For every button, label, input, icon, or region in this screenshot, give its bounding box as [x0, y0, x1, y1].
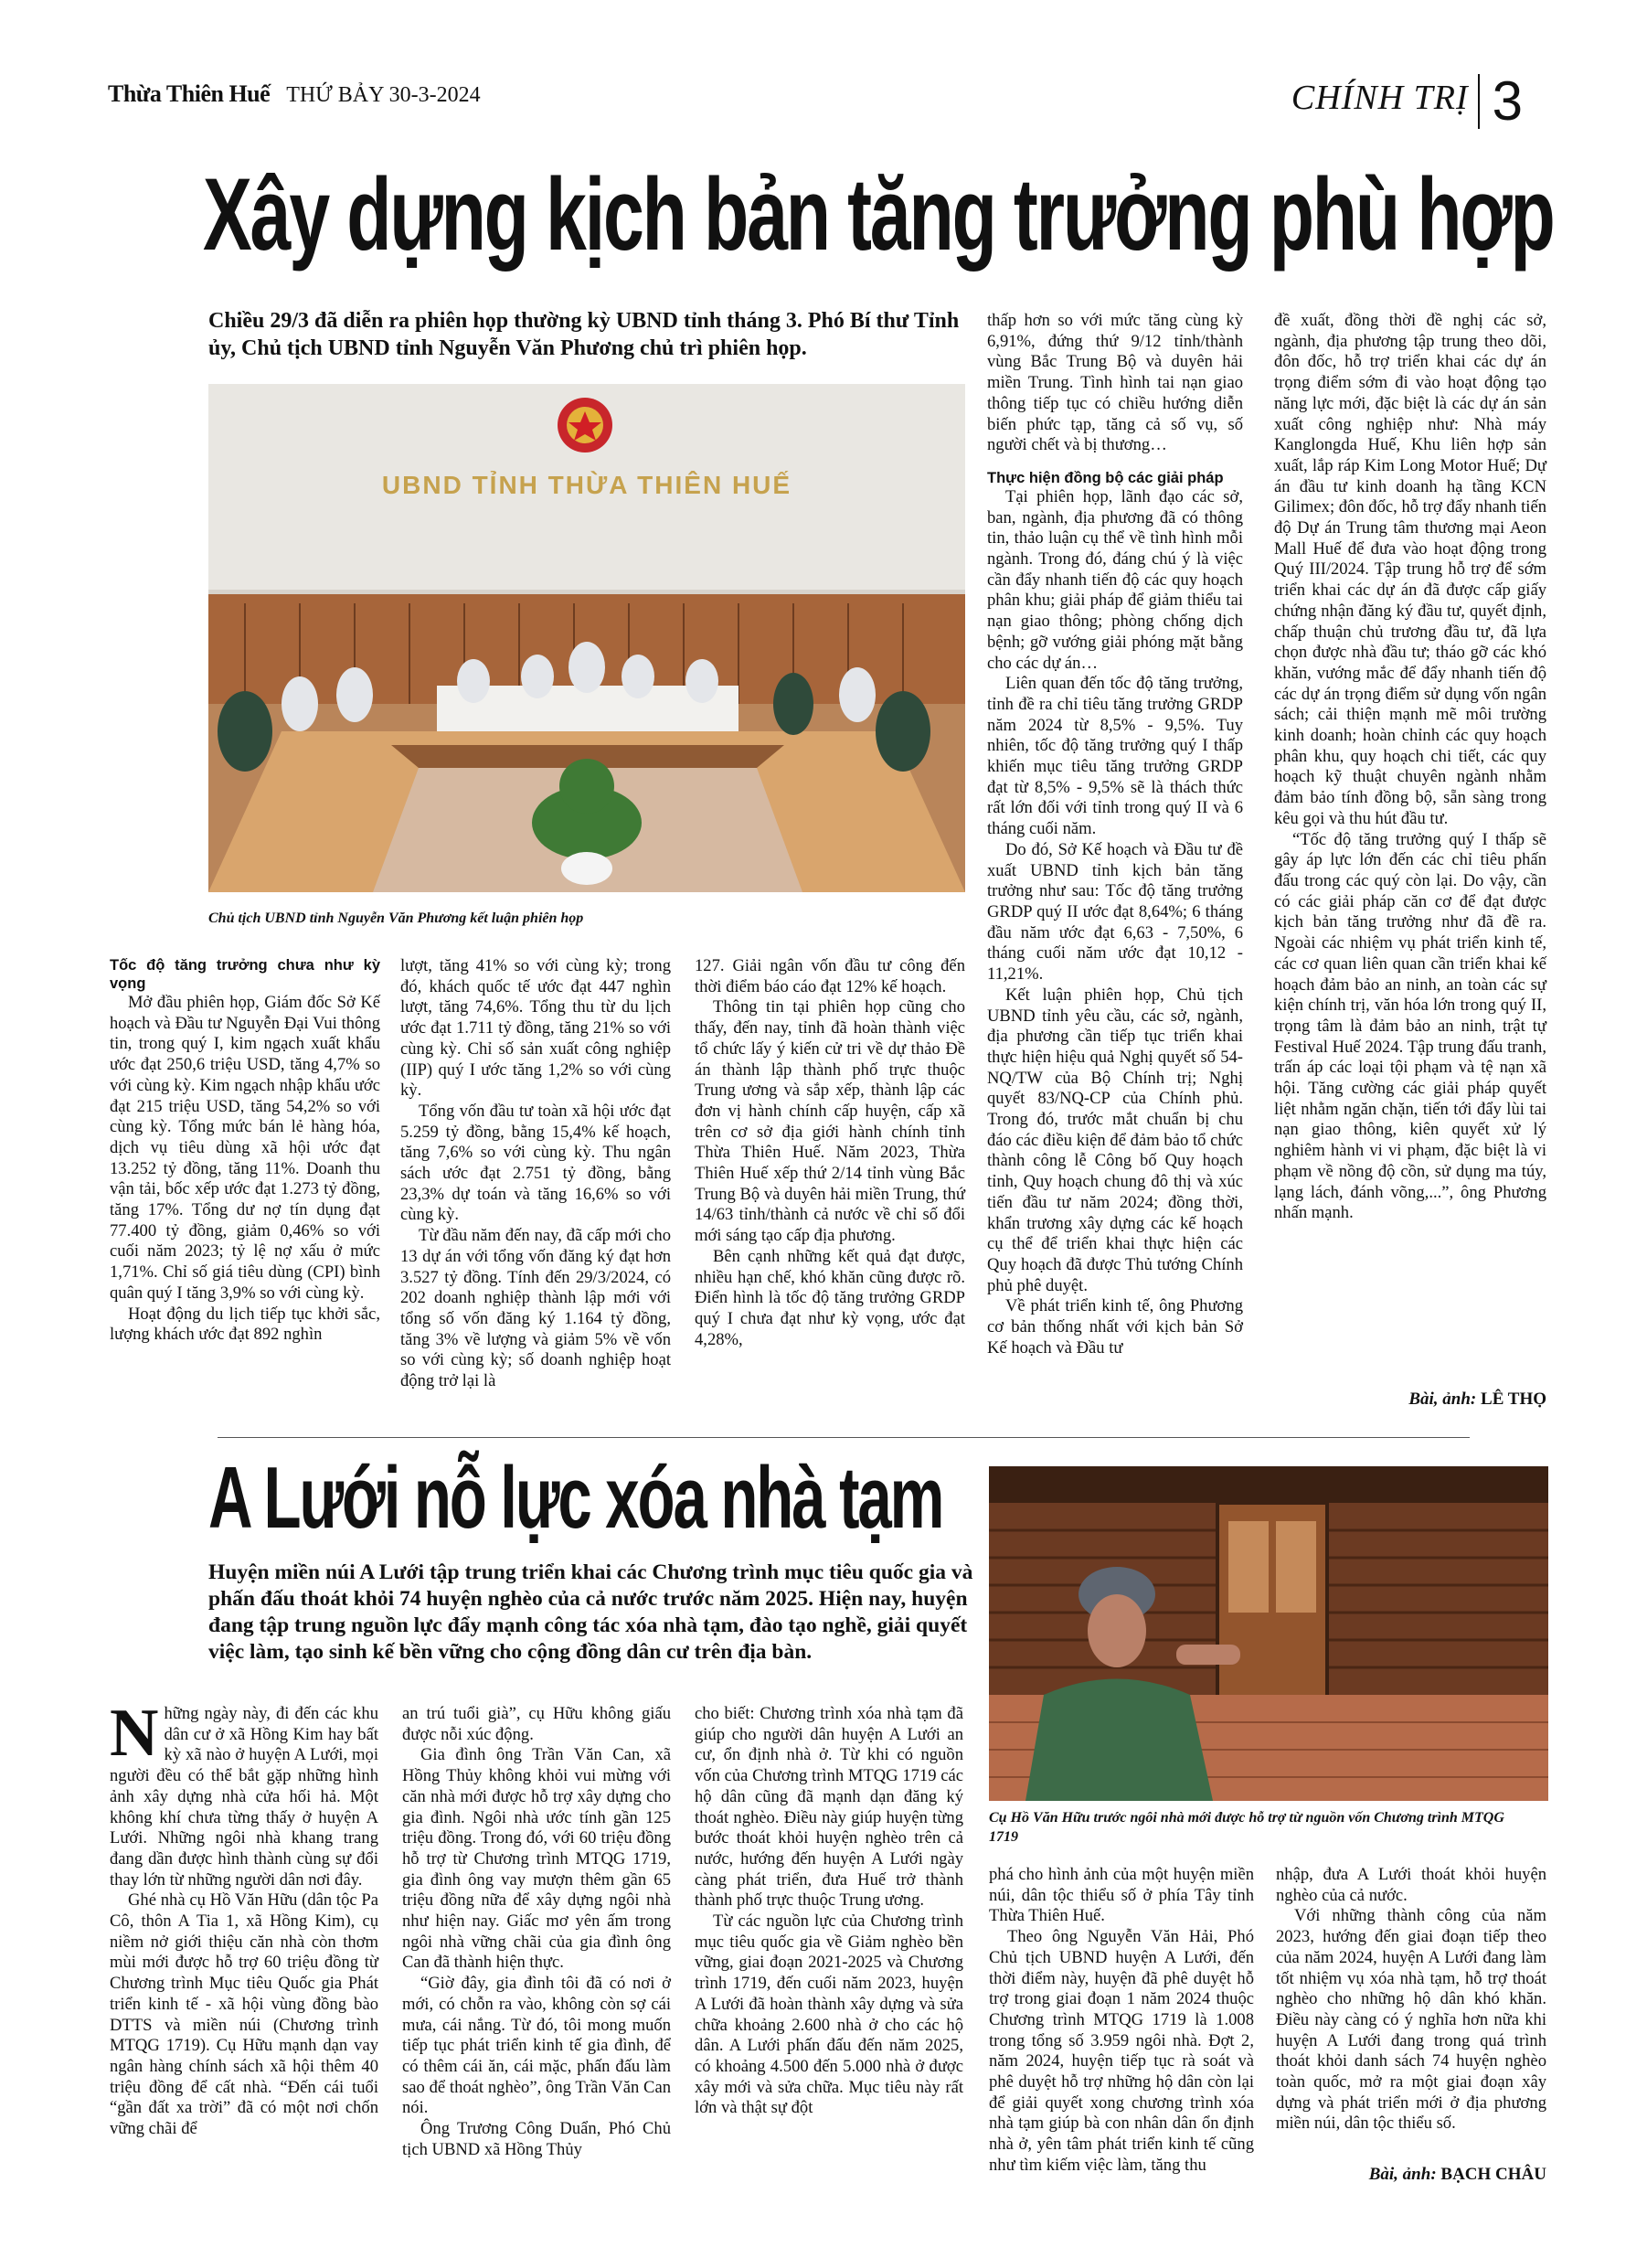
- paragraph: Theo ông Nguyễn Văn Hải, Phó Chủ tịch UBND huyện A Lưới, đến thời điểm này, huyện đã phê duyệt hỗ trợ trong giai đoạn 1 năm 2024 thuộc Chương trình MTQG 1719 là 1.008 trong tổng số 3.959 ngôi nhà. Đợt 2, năm 2024, huyện tiếp tục rà soát và phê duyệt hỗ trợ những hộ dân còn lại để giải quyết xong chương trình xóa nhà tạm giúp bà con nhân dân ổn định nhà ở, yên tâm phát triển kinh tế cũng như tìm kiếm việc làm, tăng thu: [989, 1927, 1254, 2175]
- paragraph: Thông tin tại phiên họp cũng cho thấy, đến nay, tỉnh đã hoàn thành việc tổ chức lấy ý kiến cử tri về dự thảo Đề án thành lập thành phố trực thuộc Trung ương và sắp xếp, thành lập các đơn vị hành chính cấp huyện, cấp xã trên cơ sở địa giới hành chính tỉnh Thừa Thiên Huế. Năm 2023, Thừa Thiên Huế xếp thứ 2/14 tỉnh vùng Bắc Trung Bộ và duyên hải miền Trung, thứ 14/63 tỉnh/thành cả nước về chỉ số đổi mới sáng tạo cấp địa phương.: [695, 997, 965, 1246]
- dropcap: N: [110, 1696, 159, 1771]
- article2-column-3: [695, 1704, 963, 2119]
- paragraph: Với những thành công của năm 2023, hướng đến giai đoạn tiếp theo của năm 2024, huyện A Lưới đang làm tốt nhiệm vụ xóa nhà tạm, hỗ trợ thoát nghèo cho những hộ dân khó khăn. Điều này càng có ý nghĩa hơn nữa khi huyện A Lưới đang trong quá trình thoát khỏi danh sách 74 huyện nghèo toàn quốc, mở ra một giai đoạn xây dựng và phát triển mới ở địa phương miền núi, dân tộc thiểu số.: [1276, 1906, 1546, 2134]
- byline-prefix: Bài, ảnh:: [1408, 1390, 1477, 1409]
- article2-byline: [1276, 2165, 1546, 2185]
- paragraph: Tại phiên họp, lãnh đạo các sở, ban, ngành, địa phương đã có thông tin, thảo luận cụ thể về tình hình mỗi ngành. Trong đó, đáng chú ý là việc cần đẩy nhanh tiến độ các quy hoạch phân khu; giải pháp để giảm thiểu tai nạn giao thông; phòng chống dịch bệnh; gỡ vướng giải phóng mặt bằng cho các dự án…: [987, 486, 1243, 673]
- paragraph: đề xuất, đồng thời đề nghị các sở, ngành, địa phương tập trung theo dõi, đôn đốc, hỗ trợ triển khai các dự án trọng điểm sớm đi vào hoạt động tạo năng lực mới, đặc biệt là các dự án sản xuất công nghiệp như: Nhà máy Kanglongda Huế, Khu liên hợp sản xuất, lắp ráp Kim Long Motor Huế; Dự án đầu tư kinh doanh hạ tầng KCN Gilimex; đôn đốc, hỗ trợ đẩy nhanh tiến độ Dự án Trung tâm thương mại Aeon Mall Huế để đưa vào hoạt động trong Quý III/2024. Tập trung hỗ trợ để sớm triển khai các dự án đã được cấp giấy chứng nhận đăng ký đầu tư, quyết định, chấp thuận chủ trương đầu tư, đã lựa chọn được nhà đầu tư; tháo gỡ các khó khăn, vướng mắc để đẩy nhanh tiến độ các dự án trọng điểm sử dụng vốn ngân sách; cải thiện mạnh mẽ môi trường kinh doanh; hoàn chỉnh các quy hoạch phân khu, quy hoạch chi tiết, các quy hoạch kỹ thuật chuyên ngành nhằm đảm bảo tính đồng bộ, sẵn sàng trong kêu gọi và thu hút đầu tư.: [1274, 311, 1546, 828]
- paragraph: Ông Trương Công Duẩn, Phó Chủ tịch UBND xã Hồng Thủy: [402, 2119, 671, 2159]
- article2-headline: A Lưới nỗ lực xóa nhà tạm: [208, 1449, 943, 1547]
- article2-column-1: [110, 1696, 378, 2140]
- paragraph: lượt, tăng 41% so với cùng kỳ; trong đó, khách quốc tế ước đạt 447 nghìn lượt, tăng 74,6%. Tổng thu từ du lịch ước đạt 1.711 tỷ đồng, tăng 21% so với cùng kỳ. Chỉ số sản xuất công nghiệp (IIP) quý I ước tăng 1,2% so với cùng kỳ.: [400, 956, 671, 1101]
- paragraph: 127. Giải ngân vốn đầu tư công đến thời điểm báo cáo đạt 12% kế hoạch.: [695, 956, 965, 996]
- article2-column-2: [402, 1704, 671, 2160]
- photo-wall-text: UBND TỈNH THỪA THIÊN HUẾ: [381, 471, 792, 499]
- paragraph: cho biết: Chương trình xóa nhà tạm đã giúp cho người dân huyện A Lưới an cư, ổn định nhà ở. Từ khi có nguồn vốn của Chương trình MTQG 1719 các hộ dân cũng đã mạnh dạn đăng ký thoát nghèo. Điều này giúp huyện từng bước thoát khỏi huyện nghèo trên cả nước, hướng đến huyện A Lưới ngày càng phát triển, đưa Huế trở thành thành phố trực thuộc Trung ương.: [695, 1704, 963, 1911]
- paragraph: Từ các nguồn lực của Chương trình mục tiêu quốc gia về Giảm nghèo bền vững, giai đoạn 2021-2025 và Chương trình 1719, đến cuối năm 2023, huyện A Lưới đã hoàn thành xây dựng và sửa chữa khoảng 2.600 nhà ở cho các hộ dân. A Lưới phấn đấu đến năm 2025, có khoảng 4.500 đến 5.000 nhà ở được xây mới và sửa chữa. Mục tiêu này rất lớn và thật sự đột: [695, 1911, 963, 2118]
- article1-headline: Xây dựng kịch bản tăng trưởng phù hợp: [203, 157, 1554, 272]
- paragraph: an trú tuổi già”, cụ Hữu không giấu được nỗi xúc động.: [402, 1704, 671, 1744]
- paragraph: Ghé nhà cụ Hồ Văn Hữu (dân tộc Pa Cô, thôn A Tia 1, xã Hồng Kim), cụ niềm nở giới thiệu căn nhà còn thơm mùi mới được hỗ trợ 60 triệu đồng từ Chương trình Mục tiêu Quốc gia Phát triển kinh tế - xã hội vùng đồng bào DTTS và miền núi (Chương trình MTQG 1719). Cụ Hữu mạnh dạn vay ngân hàng chính sách xã hội thêm 40 triệu đồng để cất nhà. “Đến cái tuổi “gần đất xa trời” đã có một nơi chốn vững chãi để: [110, 1890, 378, 2139]
- article2-column-4: [989, 1865, 1254, 2177]
- article1-photo: [208, 384, 965, 892]
- article2-lead: Huyện miền núi A Lưới tập trung triển khai các Chương trình mục tiêu quốc gia và phấn đấu thoát khỏi 74 huyện nghèo của cả nước trước năm 2025. Hiện nay, huyện đang tập trung nguồn lực đẩy mạnh công tác xóa nhà tạm, đào tạo nghề, giải quyết việc làm, tạo sinh kế bền vững cho cộng đồng dân cư trên địa bàn.: [208, 1560, 973, 1664]
- article1-lead: Chiều 29/3 đã diễn ra phiên họp thường kỳ UBND tỉnh tháng 3. Phó Bí thư Tỉnh ủy, Chủ tịch UBND tỉnh Nguyễn Văn Phương chủ trì phiên họp.: [208, 309, 960, 360]
- article1-byline: [1274, 1390, 1546, 1410]
- paragraph: Về phát triển kinh tế, ông Phương cơ bản thống nhất với kịch bản Sở Kế hoạch và Đầu tư: [987, 1296, 1243, 1358]
- paragraph: Gia đình ông Trần Văn Can, xã Hồng Thủy không khỏi vui mừng với căn nhà mới được hỗ trợ xây dựng cho gia đình. Ngôi nhà ước tính gần 125 triệu đồng. Trong đó, với 60 triệu đồng hỗ trợ từ Chương trình MTQG 1719, gia đình ông vay mượn thêm gần 65 triệu đồng nữa để xây dựng ngôi nhà như hiện nay. Giấc mơ yên ấm trong ngôi nhà vững chãi của gia đình ông Can đã thành hiện thực.: [402, 1745, 671, 1973]
- byline-prefix: Bài, ảnh:: [1368, 2165, 1437, 2184]
- article1-column-3: [695, 956, 965, 1350]
- byline-author: LÊ THỌ: [1481, 1390, 1546, 1409]
- article1-column-5: [1274, 311, 1546, 1224]
- paragraph: Mở đầu phiên họp, Giám đốc Sở Kế hoạch và Đầu tư Nguyễn Đại Vui thông tin, trong quý I, kim ngạch xuất khẩu ước đạt 250,6 triệu USD, tăng 4,7% so với cùng kỳ. Kim ngạch nhập khẩu ước đạt 215 triệu USD, tăng 54,2% so với cùng kỳ. Tổng mức bán lẻ hàng hóa, dịch vụ tiêu dùng xã hội ước đạt 13.252 tỷ đồng, tăng 11%. Doanh thu vận tải, bốc xếp ước đạt 1.273 tỷ đồng, tăng 17%. Tổng dư nợ tín dụng đạt 77.400 tỷ đồng, giảm 0,46% so với cuối năm 2023; tỷ lệ nợ xấu ở mức 1,71%. Chỉ số giá tiêu dùng (CPI) bình quân quý I tăng 3,9% so với cùng kỳ.: [110, 993, 380, 1303]
- paragraph: Hoạt động du lịch tiếp tục khởi sắc, lượng khách ước đạt 892 nghìn: [110, 1304, 380, 1345]
- article1-column-2: [400, 956, 671, 1392]
- paragraph: phá cho hình ảnh của một huyện miền núi, dân tộc thiểu số ở phía Tây tỉnh Thừa Thiên Huế.: [989, 1865, 1254, 1926]
- page-number: 3: [1492, 70, 1524, 132]
- article1-subhead-1: Tốc độ tăng trưởng chưa như kỳ vọng: [110, 957, 380, 992]
- paragraph: Liên quan đến tốc độ tăng trưởng, tỉnh đề ra chỉ tiêu tăng trưởng GRDP năm 2024 từ 8,5% - 9,5%. Tuy nhiên, tốc độ tăng trưởng quý I thấp khiến mục tiêu tăng trưởng GRDP đạt từ 8,5% - 9,5% sẽ là thách thức rất lớn đối với tỉnh trong quý II và 6 tháng cuối năm.: [987, 674, 1243, 839]
- paragraph: Từ đầu năm đến nay, đã cấp mới cho 13 dự án với tổng vốn đăng ký đạt hơn 3.527 tỷ đồng. Tính đến 29/3/2024, có 202 doanh nghiệp thành lập mới với tổng số vốn đăng ký 1.164 tỷ đồng, tăng 3% về lượng và giảm 5% về vốn so với cùng kỳ; số doanh nghiệp hoạt động trở lại là: [400, 1226, 671, 1391]
- section-name: CHÍNH TRỊ: [1291, 79, 1469, 118]
- masthead: [108, 80, 481, 108]
- new-house-image: [989, 1466, 1548, 1801]
- paragraph: thấp hơn so với mức tăng cùng kỳ 6,91%, đứng thứ 9/12 tỉnh/thành vùng Bắc Trung Bộ và duyên hải miền Trung. Tình hình tai nạn giao thông tiếp tục có chiều hướng diễn biến phức tạp, tăng cả số vụ, số người chết và bị thương…: [987, 311, 1243, 455]
- paragraph: Kết luận phiên họp, Chủ tịch UBND tỉnh yêu cầu, các sở, ngành, địa phương cần tiếp tục triển khai thực hiện hiệu quả Nghị quyết số 54-NQ/TW của Bộ Chính trị; Nghị quyết 83/NQ-CP của Chính phủ. Trong đó, trước mắt chuẩn bị chu đáo các điều kiện để đảm bảo tổ chức thành công lễ Công bố Quy hoạch tỉnh, Quy hoạch chung đô thị và xúc tiến đầu tư năm 2024; đồng thời, khẩn trương xây dựng các kế hoạch cụ thể để triển khai thực hiện các Quy hoạch đã được Thủ tướng Chính phủ phê duyệt.: [987, 985, 1243, 1295]
- issue-date: THỨ BẢY 30-3-2024: [286, 83, 481, 107]
- article2-caption: Cụ Hồ Văn Hữu trước ngôi nhà mới được hỗ trợ từ nguồn vốn Chương trình MTQG 1719: [989, 1810, 1504, 1845]
- paragraph: Do đó, Sở Kế hoạch và Đầu tư đề xuất UBND tỉnh kịch bản tăng trưởng như sau: Tốc độ tăng trưởng GRDP quý II ước đạt 8,64%; 6 tháng đầu năm ước đạt 6,63 - 7,50%, 6 tháng cuối năm ước đạt 10,12 - 11,21%.: [987, 839, 1243, 985]
- article1-column-4: [987, 311, 1243, 1358]
- article2-column-5: [1276, 1865, 1546, 2135]
- paragraph: “Tốc độ tăng trưởng quý I thấp sẽ gây áp lực lớn đến các chỉ tiêu phấn đấu trong các quý còn lại. Do vậy, cần có các giải pháp căn cơ để đạt được kịch bản tăng trưởng như đã đề ra. Ngoài các nhiệm vụ phát triển kinh tế, các cơ quan liên quan cần triển khai kế hoạch đảm bảo an ninh, an toàn các sự kiện chính trị, văn hóa lớn trong quý II, trọng tâm là đảm bảo an ninh, trật tự Festival Huế 2024. Tập trung đấu tranh, trấn áp các loại tội phạm và tệ nạn xã hội. Tăng cường các giải pháp quyết liệt nhằm ngăn chặn, tiến tới đẩy lùi tai nạn giao thông, kiên quyết xử lý nghiêm hành vi vi phạm, đặc biệt là vi phạm về nồng độ cồn, sử dụng ma túy, lạng lách, đánh võng,...”, ông Phương nhấn mạnh.: [1274, 829, 1546, 1223]
- paragraph: “Giờ đây, gia đình tôi đã có nơi ở mới, có chỗn ra vào, không còn sợ cái mưa, cái nắng. Từ đó, tôi mong muốn tiếp tục phát triển kinh tế gia đình, để có thêm cái ăn, cái mặc, phấn đấu làm sao để thoát nghèo”, ông Trần Văn Can nói.: [402, 1974, 671, 2118]
- byline-author: BẠCH CHÂU: [1440, 2165, 1546, 2184]
- paragraph: hững ngày này, đi đến các khu dân cư ở xã Hồng Kim hay bất kỳ xã nào ở huyện A Lưới, mọi người đều có thể bắt gặp những hình ảnh xây dựng nhà cửa hối hả. Một không khí chưa từng thấy ở huyện A Lưới. Những ngôi nhà khang trang đang dần được hình thành cùng sự đổi thay lớn từ những người dân nơi đây.: [110, 1704, 378, 1890]
- paper-name: Thừa Thiên Huế: [108, 80, 271, 107]
- section-divider: [218, 1437, 1470, 1438]
- article1-caption: Chủ tịch UBND tỉnh Nguyễn Văn Phương kết luận phiên họp: [208, 910, 584, 926]
- section-header: [1291, 69, 1524, 133]
- article1-subhead-2: Thực hiện đồng bộ các giải pháp: [987, 469, 1224, 486]
- paragraph: Tổng vốn đầu tư toàn xã hội ước đạt 5.259 tỷ đồng, bằng 15,4% kế hoạch, tăng 7,6% so với cùng kỳ. Thu ngân sách ước đạt 2.751 tỷ đồng, bằng 23,3% dự toán và tăng 16,6% so với cùng kỳ.: [400, 1101, 671, 1225]
- meeting-room-image: [208, 384, 965, 892]
- paragraph: nhập, đưa A Lưới thoát khỏi huyện nghèo của cả nước.: [1276, 1865, 1546, 1905]
- paragraph: Bên cạnh những kết quả đạt được, nhiều hạn chế, khó khăn cũng được rõ. Điển hình là tốc độ tăng trưởng GRDP quý I chưa đạt như kỳ vọng, ước đạt 4,28%,: [695, 1246, 965, 1349]
- article1-column-1: [110, 956, 380, 1346]
- article2-photo: [989, 1466, 1548, 1801]
